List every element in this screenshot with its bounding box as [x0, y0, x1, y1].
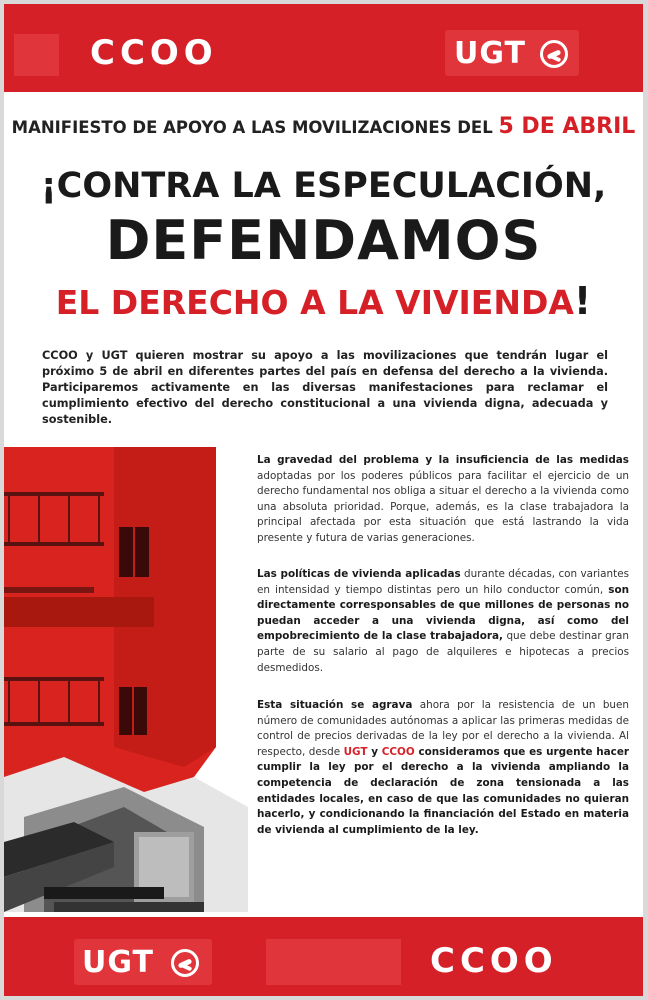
body-paragraph-3	[257, 698, 629, 838]
p2-bold-2: son directamente corresponsables de que millones de personas no puedan acceder a una vivienda digna, así como del empobrecimiento de la clase trabajadora,	[257, 583, 629, 643]
handshake-icon	[540, 40, 568, 68]
ugt-logo: UGT	[454, 36, 526, 71]
body-paragraph-1	[257, 453, 629, 547]
manifesto-subtitle	[4, 114, 643, 139]
headline-line-2: DEFENDAMOS	[105, 209, 542, 272]
p2-text-2: que debe destinar gran parte de su salario al pago de alquileres e hipotecas a precios desmedidos.	[257, 630, 630, 674]
headline-line-1: ¡CONTRA LA ESPECULACIÓN,	[40, 166, 607, 206]
p3-y: y	[367, 745, 382, 758]
footer-banner-block	[266, 939, 401, 985]
p2-text-1: durante décadas, con variantes en intensidad y tiempo distintas pero un hilo conductor común,	[257, 568, 629, 596]
building-illustration	[4, 447, 248, 912]
bottom-banner	[4, 917, 643, 996]
top-banner	[4, 4, 643, 92]
headline-line-3-text: EL DERECHO A LA VIVIENDA	[55, 283, 574, 322]
p3-ugt: UGT	[343, 745, 368, 758]
p3-ccoo: CCOO	[381, 745, 415, 758]
p3-bold-1: Esta situación se agrava	[257, 699, 413, 711]
p1-text: adoptadas por los poderes públicos para facilitar el ejercicio de un derecho fundamental nos obliga a situar el derecho a la vivienda como una absoluta prioridad. Porque, además, es la clase trabajadora la principal afectada por esta situación que está lastrando la vida presente y futura de varias generaciones.	[257, 469, 629, 544]
footer-ccoo-logo: CCOO	[430, 941, 558, 981]
headline-line-3	[4, 279, 643, 323]
banner-block	[14, 34, 59, 76]
p3-text-1: ahora por la resistencia de un buen número de comunidades autónomas a aplicar las primeras medidas de control de precios derivadas de la ley por el derecho a la vivienda. Al respecto, desde	[257, 699, 629, 758]
manifesto-lead: MANIFIESTO DE APOYO A LAS MOVILIZACIONES DEL	[11, 118, 499, 137]
headline-exclamation: !	[573, 279, 592, 323]
intro-paragraph: CCOO y UGT quieren mostrar su apoyo a las movilizaciones que tendrán lugar el próximo 5 de abril en diferentes partes del país en defensa del derecho a la vivienda. Participaremos activamente en las diversas manifestaciones para reclamar el cumplimiento efectivo del derecho constitucional a una vivienda digna, adecuada y sostenible.	[42, 349, 608, 426]
ccoo-logo: CCOO	[90, 33, 218, 73]
p1-bold: La gravedad del problema y la insuficiencia de las medidas	[257, 454, 629, 466]
body-paragraph-2	[257, 567, 629, 676]
manifesto-page	[4, 4, 643, 996]
building-illustration-svg	[4, 447, 248, 912]
footer-ugt-logo: UGT	[82, 945, 154, 980]
footer-handshake-icon	[171, 949, 199, 977]
manifesto-date: 5 DE ABRIL	[498, 114, 636, 139]
p2-bold-1: Las políticas de vivienda aplicadas	[257, 568, 461, 580]
p3-bold-2: consideramos que es urgente hacer cumplir la ley por el derecho a la vivienda ampliando la competencia de declaración de zona tensionada a las entidades locales, en caso de que las comunidades no quieran hacerlo, y condicionando la financiación del Estado en materia de vivienda al cumplimiento de la ley.	[257, 745, 629, 836]
